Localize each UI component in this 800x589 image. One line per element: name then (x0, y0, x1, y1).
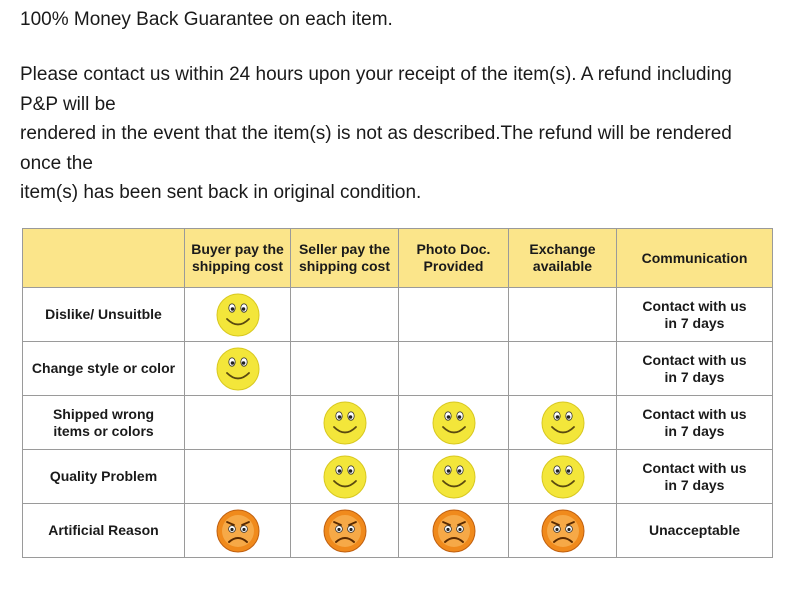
smiley-face-icon (323, 455, 367, 499)
status-cell (185, 450, 291, 504)
status-cell (399, 342, 509, 396)
communication-cell: Unacceptable (617, 504, 773, 558)
status-cell (509, 504, 617, 558)
row-label: Quality Problem (23, 450, 185, 504)
communication-cell: Contact with us in 7 days (617, 342, 773, 396)
column-header: Buyer pay the shipping cost (185, 229, 291, 288)
status-cell (185, 342, 291, 396)
status-cell (509, 450, 617, 504)
sad-face-icon (541, 509, 585, 553)
column-header: Photo Doc. Provided (399, 229, 509, 288)
status-cell (509, 342, 617, 396)
guarantee-heading: 100% Money Back Guarantee on each item. (20, 9, 393, 30)
return-policy-table (22, 228, 773, 558)
smiley-face-icon (432, 401, 476, 445)
status-cell (291, 288, 399, 342)
status-cell (509, 396, 617, 450)
status-cell (399, 396, 509, 450)
smiley-face-icon (216, 347, 260, 391)
table-row (23, 504, 773, 558)
table-row (23, 396, 773, 450)
status-cell (291, 504, 399, 558)
row-label: Change style or color (23, 342, 185, 396)
table-row (23, 342, 773, 396)
status-cell (509, 288, 617, 342)
policy-line: Please contact us within 24 hours upon your receipt of the item(s). A refund including (20, 64, 732, 85)
table-header-row (23, 229, 773, 288)
communication-cell: Contact with us in 7 days (617, 288, 773, 342)
status-cell (185, 504, 291, 558)
policy-line: rendered in the event that the item(s) is not as described.The refund will be rendered (20, 123, 732, 144)
communication-cell: Contact with us in 7 days (617, 396, 773, 450)
status-cell (291, 342, 399, 396)
status-cell (399, 504, 509, 558)
row-label: Dislike/ Unsuitble (23, 288, 185, 342)
smiley-face-icon (323, 401, 367, 445)
column-header: Exchange available (509, 229, 617, 288)
column-header: Communication (617, 229, 773, 288)
row-label: Shipped wrong items or colors (23, 396, 185, 450)
smiley-face-icon (541, 401, 585, 445)
refund-policy-text (20, 60, 780, 208)
smiley-face-icon (216, 293, 260, 337)
communication-cell: Contact with us in 7 days (617, 450, 773, 504)
sad-face-icon (432, 509, 476, 553)
status-cell (291, 396, 399, 450)
smiley-face-icon (541, 455, 585, 499)
sad-face-icon (216, 509, 260, 553)
policy-line: P&P will be (20, 93, 116, 115)
smiley-face-icon (432, 455, 476, 499)
status-cell (399, 288, 509, 342)
table-row (23, 288, 773, 342)
status-cell (291, 450, 399, 504)
row-label: Artificial Reason (23, 504, 185, 558)
status-cell (185, 396, 291, 450)
header-corner (23, 229, 185, 288)
sad-face-icon (323, 509, 367, 553)
column-header: Seller pay the shipping cost (291, 229, 399, 288)
table-row (23, 450, 773, 504)
policy-line: once the (20, 152, 93, 174)
policy-line: item(s) has been sent back in original condition. (20, 182, 422, 203)
status-cell (185, 288, 291, 342)
status-cell (399, 450, 509, 504)
